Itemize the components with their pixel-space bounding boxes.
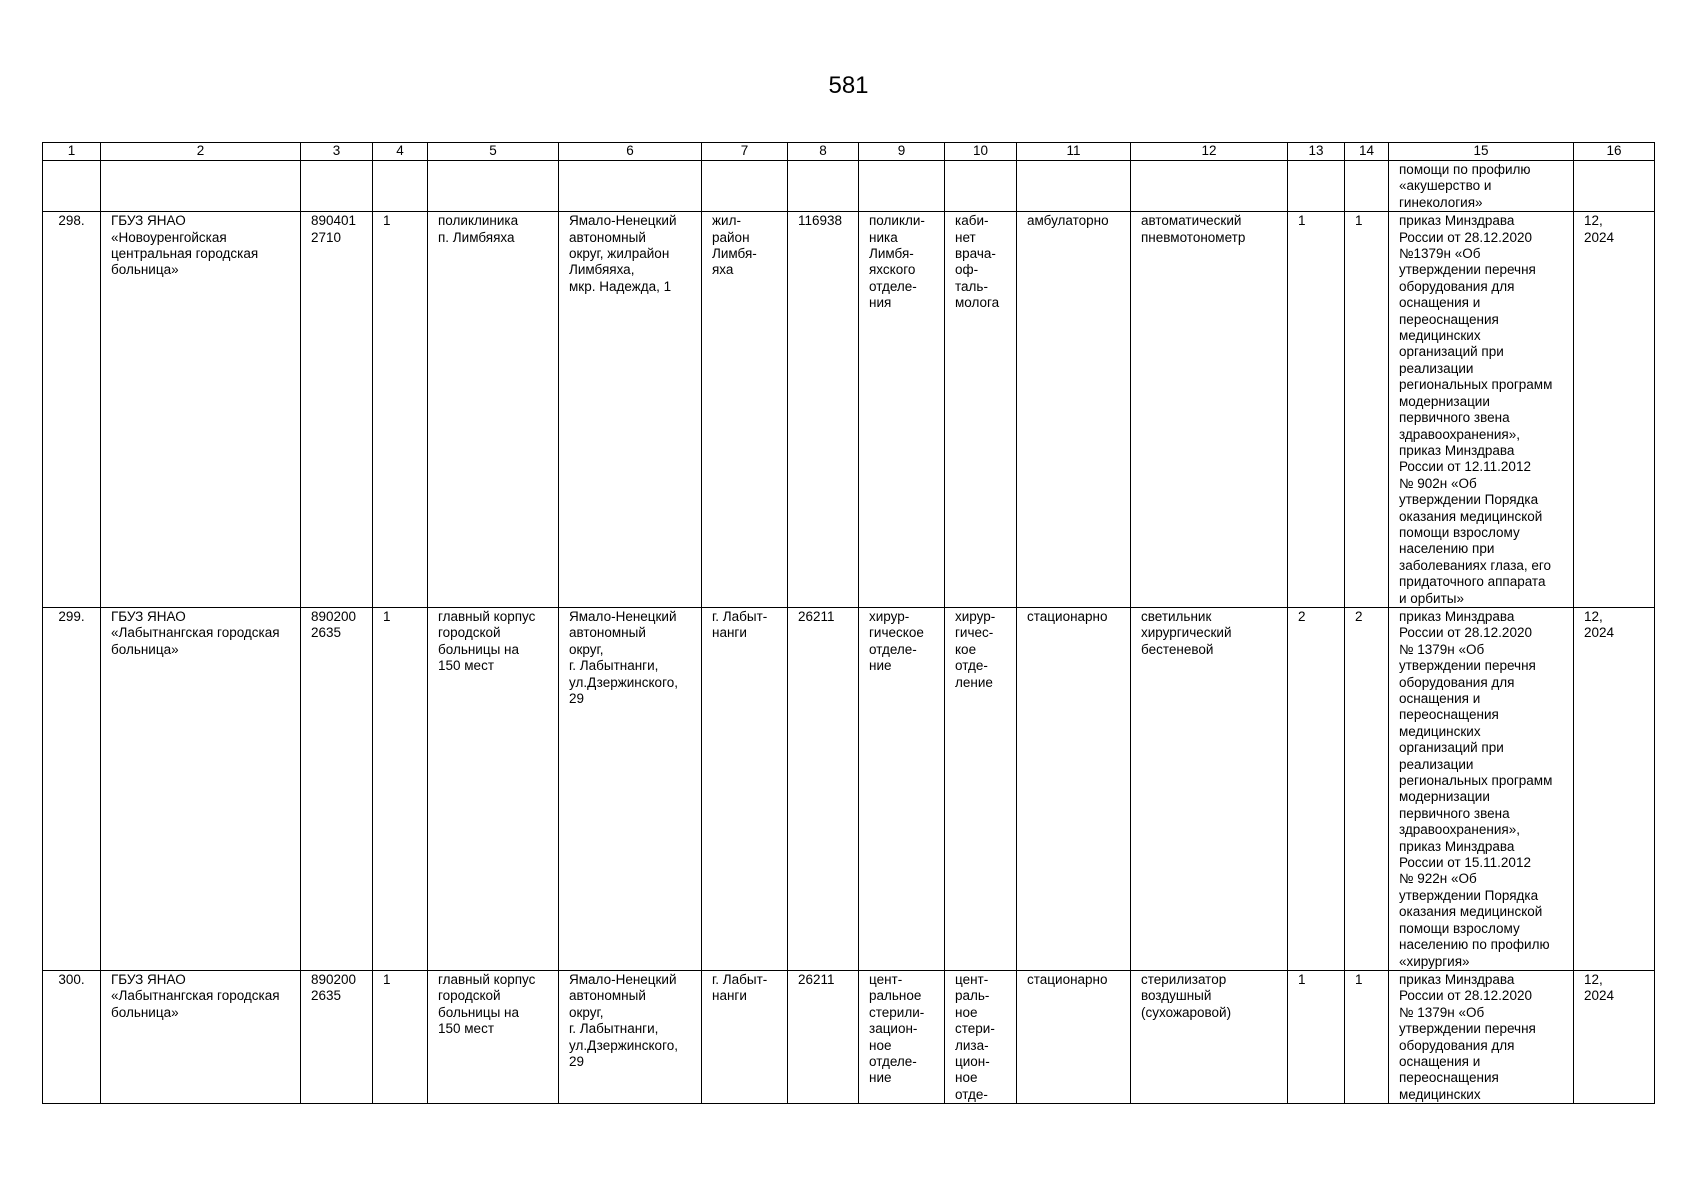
column-number: 10: [945, 143, 1017, 161]
cell-care-type: стационарно: [1017, 970, 1131, 1103]
cell-code: [788, 161, 859, 212]
column-number: 13: [1288, 143, 1345, 161]
cell-care-type: [1017, 161, 1131, 212]
cell-legal-basis: приказ Минздрава России от 28.12.2020 № 1379н «Об утверждении перечня оборудования для оснащения и переоснащения медицинских: [1389, 970, 1574, 1103]
cell-address: Ямало-Ненецкий автономный округ, г. Лабытнанги, ул.Дзержинского, 29: [559, 607, 702, 970]
cell-col14: 1: [1345, 970, 1389, 1103]
column-number: 5: [428, 143, 559, 161]
cell-code: 26211: [788, 607, 859, 970]
cell-col13: [1288, 161, 1345, 212]
cell-col4: 1: [373, 607, 428, 970]
cell-date: 12, 2024: [1574, 212, 1655, 608]
column-number: 7: [702, 143, 788, 161]
cell-date: 12, 2024: [1574, 607, 1655, 970]
column-number: 12: [1131, 143, 1288, 161]
column-number-row: [43, 143, 1655, 161]
cell-building: [428, 161, 559, 212]
cell-inn: 890200 2635: [301, 970, 373, 1103]
cell-col13: 2: [1288, 607, 1345, 970]
cell-building: главный корпус городской больницы на 150 мест: [428, 607, 559, 970]
cell-unit: каби- нет врача- оф- таль- молога: [945, 212, 1017, 608]
cell-locality: г. Лабыт- нанги: [702, 607, 788, 970]
column-number: 11: [1017, 143, 1131, 161]
cell-building: главный корпус городской больницы на 150 мест: [428, 970, 559, 1103]
cell-address: [559, 161, 702, 212]
cell-row-number: 300.: [43, 970, 101, 1103]
cell-department: [859, 161, 945, 212]
cell-date: 12, 2024: [1574, 970, 1655, 1103]
cell-legal-basis: приказ Минздрава России от 28.12.2020 № 1379н «Об утверждении перечня оборудования для оснащения и переоснащения медицинских организаций при реализации региональных программ модернизации первичного звена здравоохранения», приказ Минздрава России от 15.11.2012 № 922н «Об утверждении Порядка оказания медицинской помощи взрослому населению по профилю «хирургия»: [1389, 607, 1574, 970]
cell-unit: цент- раль- ное стери- лиза- цион- ное отде-: [945, 970, 1017, 1103]
cell-locality: жил- район Лимбя- яха: [702, 212, 788, 608]
column-number: 2: [101, 143, 301, 161]
cell-locality: г. Лабыт- нанги: [702, 970, 788, 1103]
cell-department: поликли- ника Лимбя- яхского отделе- ния: [859, 212, 945, 608]
cell-building: поликлиника п. Лимбяяха: [428, 212, 559, 608]
equipment-table: [42, 142, 1655, 1104]
cell-row-number: [43, 161, 101, 212]
cell-organization: ГБУЗ ЯНАО «Лабытнангская городская больница»: [101, 970, 301, 1103]
cell-organization: ГБУЗ ЯНАО «Новоуренгойская центральная городская больница»: [101, 212, 301, 608]
cell-organization: [101, 161, 301, 212]
cell-equipment: светильник хирургический бестеневой: [1131, 607, 1288, 970]
cell-care-type: стационарно: [1017, 607, 1131, 970]
cell-department: хирур- гическое отделе- ние: [859, 607, 945, 970]
column-number: 6: [559, 143, 702, 161]
column-number: 4: [373, 143, 428, 161]
cell-organization: ГБУЗ ЯНАО «Лабытнангская городская больница»: [101, 607, 301, 970]
cell-inn: 890200 2635: [301, 607, 373, 970]
cell-col14: 1: [1345, 212, 1389, 608]
column-number: 8: [788, 143, 859, 161]
table-row: [43, 607, 1655, 970]
cell-col4: 1: [373, 212, 428, 608]
cell-col4: 1: [373, 970, 428, 1103]
cell-inn: [301, 161, 373, 212]
cell-col4: [373, 161, 428, 212]
column-number: 14: [1345, 143, 1389, 161]
cell-date: [1574, 161, 1655, 212]
table-row: [43, 970, 1655, 1103]
table-row: [43, 161, 1655, 212]
cell-col13: 1: [1288, 970, 1345, 1103]
cell-row-number: 299.: [43, 607, 101, 970]
cell-code: 26211: [788, 970, 859, 1103]
column-number: 3: [301, 143, 373, 161]
cell-equipment: стерилизатор воздушный (сухожаровой): [1131, 970, 1288, 1103]
cell-col14: [1345, 161, 1389, 212]
cell-legal-basis: приказ Минздрава России от 28.12.2020 №1379н «Об утверждении перечня оборудования для оснащения и переоснащения медицинских организаций при реализации региональных программ модернизации первичного звена здравоохранения», приказ Минздрава России от 12.11.2012 № 902н «Об утверждении Порядка оказания медицинской помощи взрослому населению при заболеваниях глаза, его придаточного аппарата и орбиты»: [1389, 212, 1574, 608]
page-number: 581: [828, 72, 869, 99]
cell-equipment: автоматический пневмотонометр: [1131, 212, 1288, 608]
cell-equipment: [1131, 161, 1288, 212]
cell-row-number: 298.: [43, 212, 101, 608]
cell-col13: 1: [1288, 212, 1345, 608]
column-number: 1: [43, 143, 101, 161]
cell-locality: [702, 161, 788, 212]
table-row: [43, 212, 1655, 608]
cell-code: 116938: [788, 212, 859, 608]
column-number: 9: [859, 143, 945, 161]
column-number: 15: [1389, 143, 1574, 161]
cell-department: цент- ральное стерили- зацион- ное отделе- ние: [859, 970, 945, 1103]
cell-inn: 890401 2710: [301, 212, 373, 608]
cell-unit: [945, 161, 1017, 212]
cell-address: Ямало-Ненецкий автономный округ, жилрайон Лимбяяха, мкр. Надежда, 1: [559, 212, 702, 608]
cell-care-type: амбулаторно: [1017, 212, 1131, 608]
cell-address: Ямало-Ненецкий автономный округ, г. Лабытнанги, ул.Дзержинского, 29: [559, 970, 702, 1103]
column-number: 16: [1574, 143, 1655, 161]
cell-unit: хирур- гичес- кое отде- ление: [945, 607, 1017, 970]
cell-col14: 2: [1345, 607, 1389, 970]
cell-legal-basis: помощи по профилю «акушерство и гинекология»: [1389, 161, 1574, 212]
